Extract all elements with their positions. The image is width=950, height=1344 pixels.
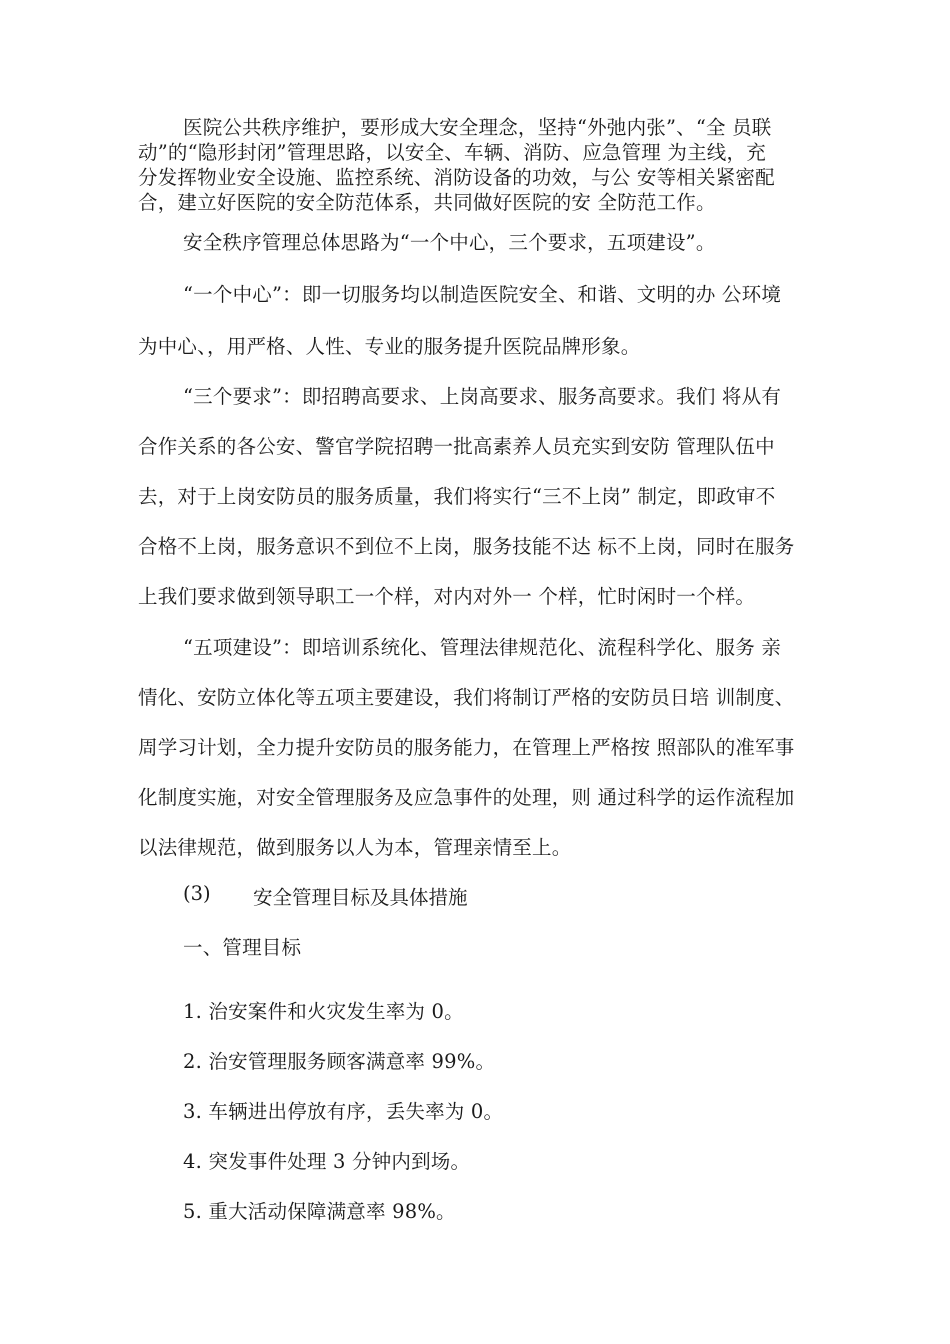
paragraph-3-line-2: 为中心、，用严格、人性、专业的服务提升医院品牌形象。 [138, 335, 641, 358]
section-title: 安全管理目标及具体措施 [253, 886, 468, 909]
paragraph-1-line-4: 合，建立好医院的安全防范体系，共同做好医院的安 全防范工作。 [138, 191, 716, 214]
paragraph-5-line-5: 以法律规范，做到服务以人为本，管理亲情至上。 [138, 836, 572, 859]
paragraph-1-line-2: 动”的“隐形封闭”管理思路，以安全、车辆、消防、应急管理 为主线，充 [138, 141, 766, 164]
paragraph-5-line-3: 周学习计划，全力提升安防员的服务能力，在管理上严格按 照部队的准军事 [138, 736, 795, 759]
paragraph-4-line-4: 合格不上岗，服务意识不到位不上岗，服务技能不达 标不上岗，同时在服务 [138, 535, 795, 558]
paragraph-5-line-2: 情化、安防立体化等五项主要建设，我们将制订严格的安防员日培 训制度、 [138, 686, 795, 709]
paragraph-3-line-1: “一个中心”：即一切服务均以制造医院安全、和谐、文明的办 公环境 [183, 283, 782, 306]
paragraph-2-line-1: 安全秩序管理总体思路为“一个中心，三个要求，五项建设”。 [183, 231, 716, 254]
paragraph-4-line-1: “三个要求”：即招聘高要求、上岗高要求、服务高要求。我们 将从有 [183, 385, 782, 408]
paragraph-1-line-1: 医院公共秩序维护，要形成大安全理念，坚持“外弛内张”、“全 员联 [183, 116, 772, 139]
goal-item-5: 5. 重大活动保障满意率 98%。 [183, 1200, 456, 1223]
goal-item-2: 2. 治安管理服务顾客满意率 99%。 [183, 1050, 496, 1073]
section-number: (3) [183, 882, 211, 905]
paragraph-4-line-5: 上我们要求做到领导职工一个样，对内对外一 个样，忙时闲时一个样。 [138, 585, 756, 608]
goal-item-4: 4. 突发事件处理 3 分钟内到场。 [183, 1150, 471, 1173]
goal-item-1: 1. 治安案件和火灾发生率为 0。 [183, 1000, 464, 1023]
paragraph-4-line-3: 去，对于上岗安防员的服务质量，我们将实行“三不上岗” 制定，即政审不 [138, 485, 776, 508]
paragraph-5-line-4: 化制度实施，对安全管理服务及应急事件的处理，则 通过科学的运作流程加 [138, 786, 795, 809]
paragraph-4-line-2: 合作关系的各公安、警官学院招聘一批高素养人员充实到安防 管理队伍中 [138, 435, 775, 458]
goal-item-3: 3. 车辆进出停放有序，丢失率为 0。 [183, 1100, 504, 1123]
subheading-goals: 一、管理目标 [183, 936, 302, 959]
paragraph-1-line-3: 分发挥物业安全设施、监控系统、消防设备的功效，与公 安等相关紧密配 [138, 166, 775, 189]
paragraph-5-line-1: “五项建设”：即培训系统化、管理法律规范化、流程科学化、服务 亲 [183, 636, 782, 659]
